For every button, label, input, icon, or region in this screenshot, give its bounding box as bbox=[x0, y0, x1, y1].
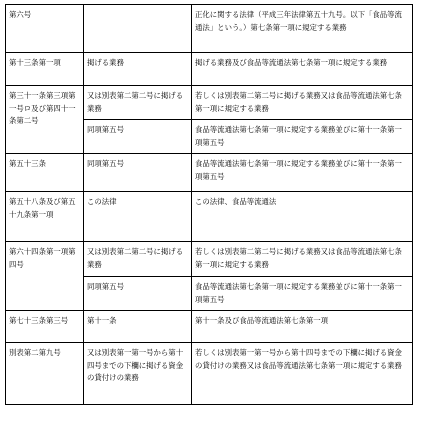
replacement-text-cell: 若しくは別表第一第一号から第十四号までの下欄に掲げる資金の貸付けの業務又は食品等流通法第七条第一項に規定する業務 bbox=[192, 343, 413, 405]
table-row bbox=[6, 311, 413, 343]
table-row bbox=[6, 343, 413, 405]
provision-cell: 第五十三条 bbox=[6, 154, 84, 192]
table-row bbox=[6, 5, 413, 53]
original-text-cell: 同項第五号 bbox=[84, 154, 192, 192]
provision-cell: 第十三条第一項 bbox=[6, 53, 84, 86]
replacement-text-cell: 食品等流通法第七条第一項に規定する業務並びに第十一条第一項第五号 bbox=[192, 120, 413, 154]
table-row bbox=[6, 192, 413, 242]
provision-cell: 第五十八条及び第五十九条第一項 bbox=[6, 192, 84, 242]
table-row bbox=[6, 86, 413, 120]
original-text-cell: 同項第五号 bbox=[84, 277, 192, 311]
replacement-text-cell: 食品等流通法第七条第一項に規定する業務並びに第十一条第一項第五号 bbox=[192, 277, 413, 311]
law-amendment-table bbox=[5, 4, 413, 405]
replacement-text-cell: 食品等流通法第七条第一項に規定する業務並びに第十一条第一項第五号 bbox=[192, 154, 413, 192]
provision-cell: 第三十一条第三項第一号ロ及び第四十一条第二号 bbox=[6, 86, 84, 154]
original-text-cell: 第十一条 bbox=[84, 311, 192, 343]
original-text-cell: 同項第五号 bbox=[84, 120, 192, 154]
table-row bbox=[6, 53, 413, 86]
original-text-cell: この法律 bbox=[84, 192, 192, 242]
replacement-text-cell: 正化に関する法律（平成三年法律第五十九号。以下「食品等流通法」という。）第七条第一項に規定する業務 bbox=[192, 5, 413, 53]
provision-cell: 第六号 bbox=[6, 5, 84, 53]
provision-cell: 第七十三条第三号 bbox=[6, 311, 84, 343]
replacement-text-cell: 掲げる業務及び食品等流通法第七条第一項に規定する業務 bbox=[192, 53, 413, 86]
original-text-cell: 掲げる業務 bbox=[84, 53, 192, 86]
provision-cell: 別表第二第九号 bbox=[6, 343, 84, 405]
original-text-cell: 又は別表第二第二号に掲げる業務 bbox=[84, 242, 192, 277]
replacement-text-cell: 第十一条及び食品等流通法第七条第一項 bbox=[192, 311, 413, 343]
replacement-text-cell: この法律、食品等流通法 bbox=[192, 192, 413, 242]
replacement-text-cell: 若しくは別表第二第二号に掲げる業務又は食品等流通法第七条第一項に規定する業務 bbox=[192, 86, 413, 120]
original-text-cell bbox=[84, 5, 192, 53]
table-row bbox=[6, 154, 413, 192]
table-row bbox=[6, 242, 413, 277]
provision-cell: 第六十四条第一項第四号 bbox=[6, 242, 84, 311]
original-text-cell: 又は別表第一第一号から第十四号までの下欄に掲げる資金の貸付けの業務 bbox=[84, 343, 192, 405]
replacement-text-cell: 若しくは別表第二第二号に掲げる業務又は食品等流通法第七条第一項に規定する業務 bbox=[192, 242, 413, 277]
original-text-cell: 又は別表第二第二号に掲げる業務 bbox=[84, 86, 192, 120]
